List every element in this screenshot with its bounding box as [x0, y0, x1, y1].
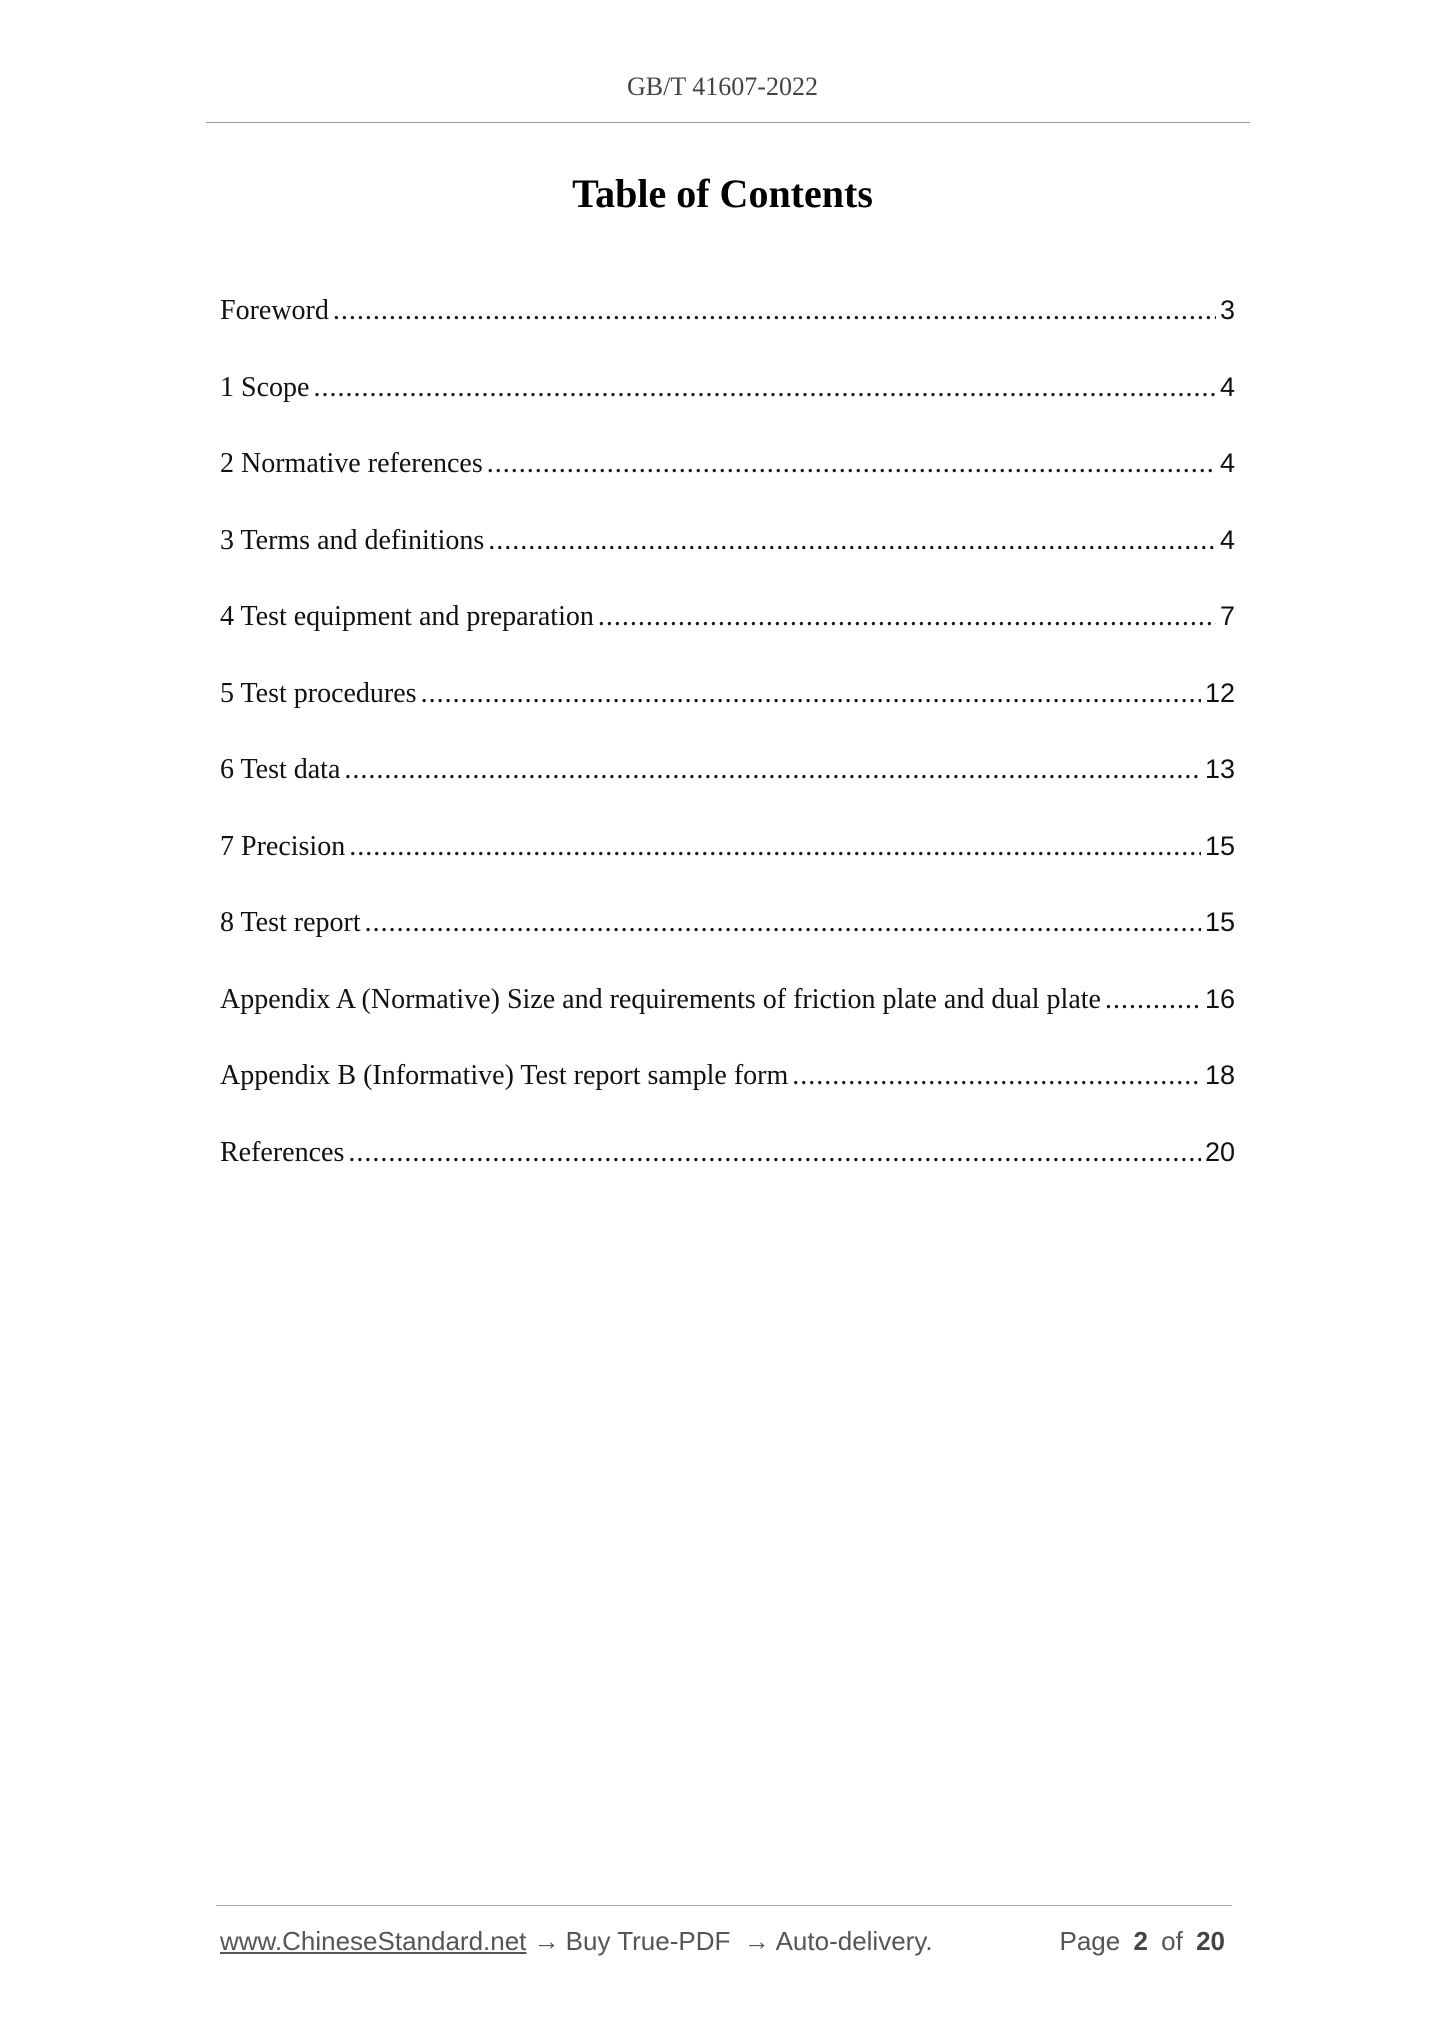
toc-leader-dots [313, 366, 1216, 410]
toc-entry-scope[interactable] [220, 365, 1235, 442]
page-footer [220, 1926, 1225, 1957]
toc-leader-dots [344, 748, 1201, 792]
toc-entry-label: 8 Test report [220, 907, 361, 938]
toc-entry-page: 15 [1204, 907, 1235, 937]
toc-entry-foreword[interactable] [220, 288, 1235, 365]
toc-entry-label: 4 Test equipment and preparation [220, 601, 594, 632]
document-code: GB/T 41607-2022 [627, 72, 818, 101]
toc-entry-page: 4 [1219, 448, 1235, 478]
toc-entry-appendix-b[interactable] [220, 1053, 1235, 1130]
website-link[interactable]: www.ChineseStandard.net [220, 1926, 527, 1956]
toc-entry-label: 5 Test procedures [220, 677, 417, 709]
arrow-right-icon: → [743, 1926, 770, 1956]
toc-entry-references[interactable] [220, 1130, 1235, 1207]
toc-entry-page: 12 [1204, 677, 1235, 708]
toc-entry-label: 1 Scope [220, 371, 310, 403]
toc-entry-page: 20 [1204, 1136, 1235, 1167]
toc-entry-page: 18 [1204, 1060, 1235, 1090]
toc-leader-dots [1105, 978, 1201, 1022]
footer-promo [220, 1926, 939, 1957]
toc-entry-page: 3 [1219, 295, 1235, 325]
toc-entry-page: 4 [1219, 524, 1235, 555]
toc-entry-normative-references[interactable] [220, 441, 1235, 518]
toc-leader-dots [365, 901, 1201, 945]
toc-entry-label: Foreword [220, 295, 329, 326]
footer-divider [216, 1905, 1232, 1906]
toc-leader-dots [598, 595, 1216, 639]
table-of-contents [220, 288, 1235, 1206]
of-word: of [1161, 1926, 1183, 1956]
toc-entry-label: Appendix B (Informative) Test report sample form [220, 1060, 789, 1091]
toc-title: Table of Contents [572, 171, 873, 216]
toc-entry-page: 4 [1219, 371, 1235, 402]
toc-leader-dots [487, 442, 1216, 486]
toc-entry-test-equipment[interactable] [220, 594, 1235, 671]
toc-entry-label: 3 Terms and definitions [220, 524, 485, 556]
toc-entry-label: 2 Normative references [220, 448, 483, 479]
toc-entry-page: 15 [1204, 830, 1235, 861]
toc-entry-test-report[interactable] [220, 900, 1235, 977]
toc-entry-page: 16 [1204, 983, 1235, 1014]
arrow-right-icon: → [533, 1926, 560, 1956]
toc-entry-terms-definitions[interactable] [220, 518, 1235, 595]
toc-entry-label: 7 Precision [220, 830, 346, 862]
delivery-text: Auto-delivery. [775, 1926, 933, 1956]
toc-leader-dots [348, 1131, 1201, 1175]
toc-entry-test-data[interactable] [220, 747, 1235, 824]
toc-entry-precision[interactable] [220, 824, 1235, 901]
toc-entry-test-procedures[interactable] [220, 671, 1235, 748]
page-word: Page [1059, 1926, 1121, 1956]
toc-entry-label: 6 Test data [220, 754, 341, 785]
toc-entry-page: 7 [1219, 601, 1235, 631]
toc-entry-label: References [220, 1136, 345, 1168]
toc-leader-dots [333, 289, 1216, 333]
toc-leader-dots [421, 672, 1201, 716]
toc-entry-appendix-a[interactable] [220, 977, 1235, 1054]
page-number [1053, 1926, 1225, 1957]
toc-leader-dots [349, 825, 1201, 869]
toc-entry-label: Appendix A (Normative) Size and requirements of friction plate and dual plate [220, 983, 1101, 1015]
toc-leader-dots [792, 1054, 1201, 1098]
page-current: 2 [1133, 1926, 1148, 1956]
page-total: 20 [1196, 1926, 1225, 1956]
header-divider [206, 122, 1250, 123]
buy-text: Buy True-PDF [565, 1926, 731, 1956]
toc-leader-dots [488, 519, 1216, 563]
toc-entry-page: 13 [1204, 754, 1235, 784]
